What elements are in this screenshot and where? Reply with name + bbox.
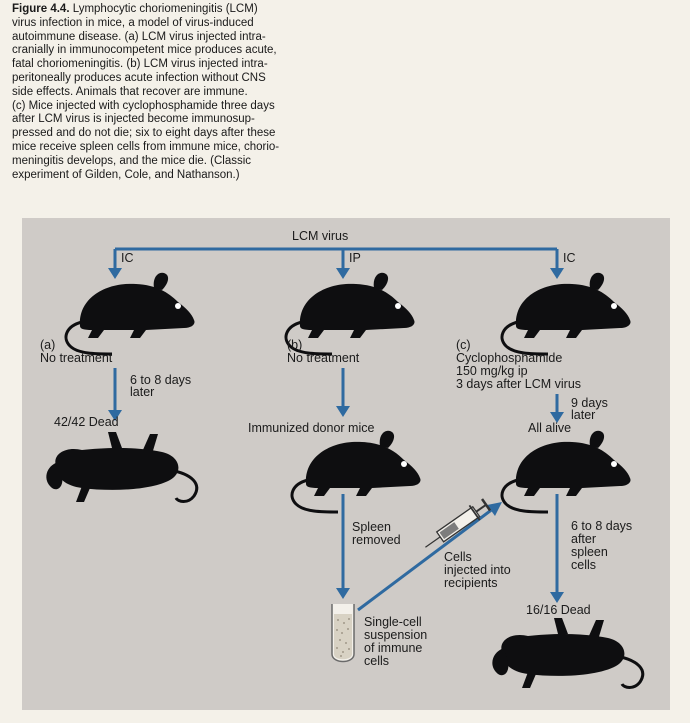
caption-line: (c) Mice injected with cyclophosphamide three days	[12, 99, 275, 112]
lcm-virus-label: LCM virus	[292, 229, 349, 243]
suspension-label-1: Single-cell	[364, 615, 422, 629]
test-tube-icon	[332, 604, 354, 662]
branch-b-treatment: No treatment	[287, 351, 360, 365]
transfer-label-3: recipients	[444, 576, 498, 590]
suspension-label-4: cells	[364, 654, 390, 668]
route-label-b: IP	[349, 251, 361, 265]
branch-a-outcome: 42/42 Dead	[54, 415, 119, 429]
caption-line: meningitis develops, and the mice die. (Classic	[12, 154, 252, 167]
caption-line: fatal choriomeningitis. (b) LCM virus injected intra-	[12, 58, 268, 71]
donor-label: Immunized donor mice	[248, 421, 375, 435]
spleen-label-1: Spleen	[352, 520, 391, 534]
suspension-label-3: of immune	[364, 641, 423, 655]
figure-caption	[12, 3, 482, 182]
branch-c-treatment-3: 3 days after LCM virus	[456, 377, 582, 391]
suspension-label-2: suspension	[364, 628, 428, 642]
branch-c-interval2-1: 6 to 8 days	[571, 519, 633, 533]
caption-line: virus infection in mice, a model of virus-induced	[12, 16, 254, 29]
caption-line: Lymphocytic choriomeningitis (LCM)	[72, 3, 258, 15]
branch-a-treatment: No treatment	[40, 351, 113, 365]
route-label-c: IC	[563, 251, 576, 265]
branch-c-interval-2: later	[571, 408, 596, 422]
caption-line: cranially in immunocompetent mice produces acute,	[12, 44, 277, 57]
caption-line: autoimmune disease. (a) LCM virus injected intra-	[12, 30, 266, 43]
transfer-label-2: injected into	[444, 563, 511, 577]
caption-line: side effects. Animals that recover are immune.	[12, 85, 248, 98]
branch-c-interval-1: 9 days	[571, 396, 608, 410]
route-label-a: IC	[121, 251, 134, 265]
diagram-panel	[22, 218, 670, 710]
branch-a-tag: (a)	[40, 338, 56, 352]
caption-line: pressed and do not die; six to eight days after these	[12, 127, 276, 140]
figure-label: Figure 4.4.	[12, 3, 70, 15]
branch-a-interval-2: later	[130, 385, 155, 399]
branch-c-tag: (c)	[456, 338, 471, 352]
branch-c-treatment-2: 150 mg/kg ip	[456, 364, 528, 378]
branch-c-interval2-2: after	[571, 532, 597, 546]
branch-c-treatment-1: Cyclophosphamide	[456, 351, 563, 365]
branch-b-tag: (b)	[287, 338, 303, 352]
caption-line: mice receive spleen cells from immune mice, chorio-	[12, 140, 280, 153]
branch-c-interval2-4: cells	[571, 558, 597, 572]
branch-c-interval2-3: spleen	[571, 545, 608, 559]
caption-line: peritoneally produces acute infection without CNS	[12, 71, 266, 84]
branch-c-status: All alive	[528, 421, 572, 435]
transfer-label-1: Cells	[444, 550, 472, 564]
caption-line: after LCM virus is injected become immunosup-	[12, 113, 255, 126]
spleen-label-2: removed	[352, 533, 401, 547]
caption-line: experiment of Gilden, Cole, and Nathanson.)	[12, 168, 240, 181]
branch-c-outcome: 16/16 Dead	[526, 603, 591, 617]
branch-a-interval-1: 6 to 8 days	[130, 373, 192, 387]
